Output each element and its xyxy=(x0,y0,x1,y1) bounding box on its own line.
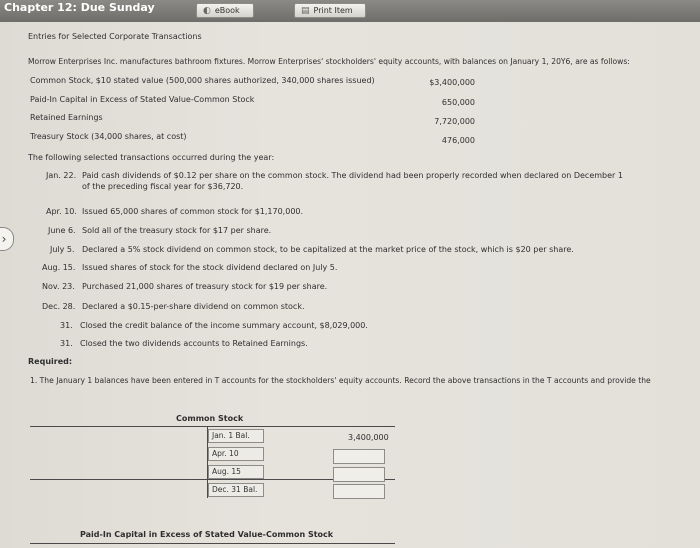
transaction-date: Dec. 28. xyxy=(42,302,76,311)
transaction-date: July 5. xyxy=(50,245,75,254)
transaction-date: Apr. 10. xyxy=(46,207,77,216)
transaction-text-cont: of the preceding fiscal year for $36,720. xyxy=(82,182,244,191)
t-account-top-line xyxy=(30,426,395,427)
t-account-title: Common Stock xyxy=(176,414,244,423)
transaction-date: Aug. 15. xyxy=(42,263,76,272)
amount-input-aug15[interactable] xyxy=(333,467,385,482)
main-content xyxy=(0,22,700,548)
intro-text: Morrow Enterprises Inc. manufactures bathroom fixtures. Morrow Enterprises' stockholders' equity accounts, with balances on January 1, 20Y6, are as follows: xyxy=(28,57,630,66)
transaction-text: Closed the two dividends accounts to Retained Earnings. xyxy=(80,339,308,348)
ebook-button[interactable] xyxy=(196,3,254,18)
entry-date-aug15[interactable]: Aug. 15 xyxy=(208,465,264,479)
balance-value-treasury: 476,000 xyxy=(441,136,475,145)
t-account-balance-value: 3,400,000 xyxy=(348,433,389,442)
required-instruction: 1. The January 1 balances have been entered in T accounts for the stockholders' equity accounts. Record the above transactions in the T accounts and provide the xyxy=(30,376,651,385)
ebook-label: eBook xyxy=(214,6,240,15)
required-label: Required: xyxy=(28,357,73,366)
transaction-date: Jan. 22. xyxy=(46,171,77,180)
transaction-text: Issued shares of stock for the stock dividend declared on July 5. xyxy=(82,263,338,272)
top-toolbar xyxy=(0,0,700,23)
entry-date-jan1[interactable]: Jan. 1 Bal. xyxy=(208,429,264,443)
transaction-text: Sold all of the treasury stock for $17 per share. xyxy=(82,226,272,235)
transaction-text: Paid cash dividends of $0.12 per share on the common stock. The dividend had been properly recorded when declared on December 1 xyxy=(82,171,623,180)
print-icon: ▤ xyxy=(301,5,310,16)
balance-label-common: Common Stock, $10 stated value (500,000 shares authorized, 340,000 shares issued) xyxy=(30,76,375,85)
chapter-title: Chapter 12: Due Sunday xyxy=(4,1,155,14)
page-heading: Entries for Selected Corporate Transactions xyxy=(28,32,202,41)
print-label: Print Item xyxy=(313,6,353,15)
t-account-top-line-paid-in xyxy=(30,543,395,544)
transaction-text: Declared a $0.15-per-share dividend on common stock. xyxy=(82,302,305,311)
balance-value-common: $3,400,000 xyxy=(429,78,475,87)
entry-date-dec31[interactable]: Dec. 31 Bal. xyxy=(208,483,264,497)
transaction-date: 31. xyxy=(60,321,73,330)
transaction-date: Nov. 23. xyxy=(42,282,75,291)
balance-label-retained: Retained Earnings xyxy=(30,113,103,122)
transaction-date: 31. xyxy=(60,339,73,348)
t-account-title-paid-in: Paid-In Capital in Excess of Stated Value-Common Stock xyxy=(80,530,334,539)
ebook-icon: ◐ xyxy=(203,5,211,16)
transaction-text: Declared a 5% stock dividend on common stock, to be capitalized at the market price of the stock, which is $20 per share. xyxy=(82,245,574,254)
balance-label-paid-in: Paid-In Capital in Excess of Stated Value-Common Stock xyxy=(30,95,255,104)
balance-label-treasury: Treasury Stock (34,000 shares, at cost) xyxy=(30,132,187,141)
balance-value-paid-in: 650,000 xyxy=(441,98,475,107)
amount-input-dec31[interactable] xyxy=(333,484,385,499)
print-item-button[interactable] xyxy=(294,3,366,18)
balance-value-retained: 7,720,000 xyxy=(434,117,475,126)
previous-arrow-icon[interactable]: › xyxy=(0,227,14,251)
transaction-text: Issued 65,000 shares of common stock for $1,170,000. xyxy=(82,207,304,216)
transaction-text: Purchased 21,000 shares of treasury stock for $19 per share. xyxy=(82,282,328,291)
amount-input-apr10[interactable] xyxy=(333,449,385,464)
transaction-text: Closed the credit balance of the income summary account, $8,029,000. xyxy=(80,321,368,330)
transactions-intro: The following selected transactions occurred during the year: xyxy=(28,153,275,162)
transaction-date: June 6. xyxy=(48,226,76,235)
entry-date-apr10[interactable]: Apr. 10 xyxy=(208,447,264,461)
